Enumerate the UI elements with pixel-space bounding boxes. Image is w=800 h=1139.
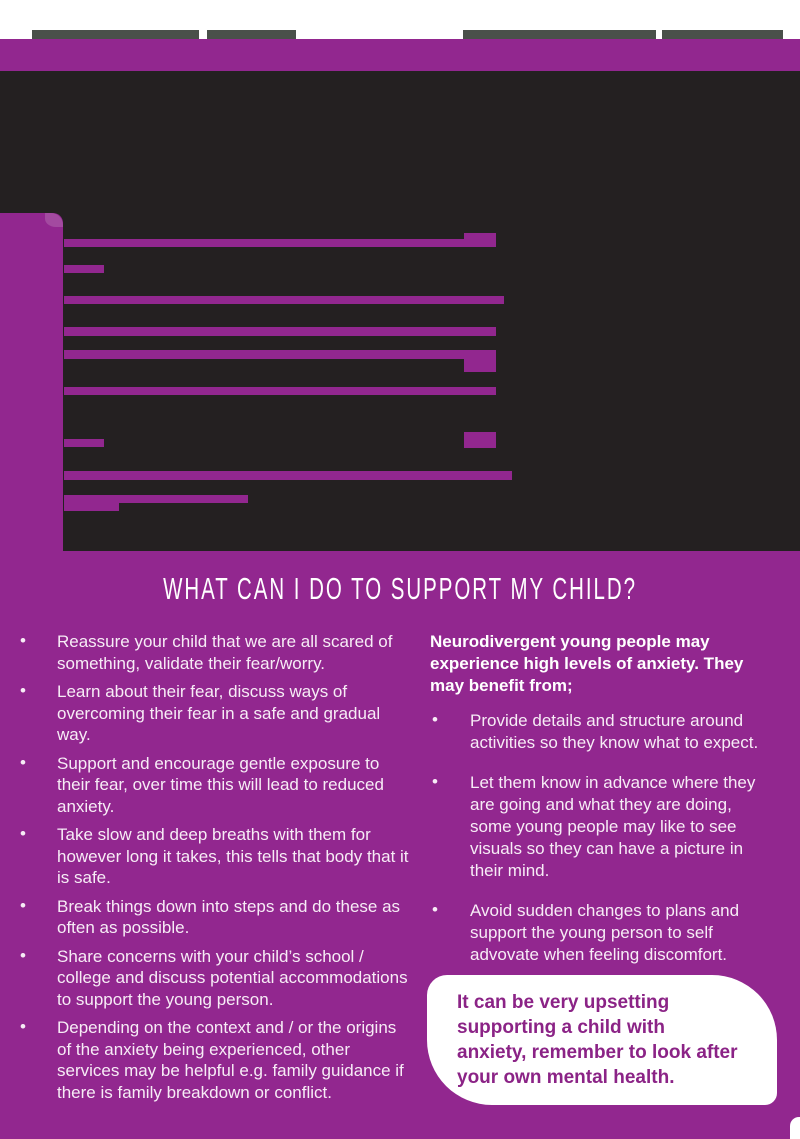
redacted-line bbox=[64, 350, 496, 359]
header-band bbox=[0, 39, 800, 71]
bullet-dot: • bbox=[432, 772, 438, 791]
redacted-line bbox=[64, 495, 248, 503]
bullet-item bbox=[18, 896, 410, 939]
redacted-line bbox=[64, 439, 104, 447]
bullet-item bbox=[18, 824, 410, 889]
callout-text: It can be very upsetting supporting a child with anxiety, remember to look after your own mental health. bbox=[457, 992, 738, 1088]
section-title bbox=[0, 571, 800, 607]
page-corner-element bbox=[790, 1117, 800, 1139]
bullet-text: Depending on the context and / or the origins of the anxiety being experienced, other services may be helpful e.g. family guidance if there is family breakdown or conflict. bbox=[57, 1018, 404, 1102]
bullet-dot: • bbox=[432, 900, 438, 919]
bullet-dot: • bbox=[20, 631, 26, 650]
left-margin-block bbox=[0, 213, 63, 551]
redacted-content-panel bbox=[0, 71, 800, 551]
redacted-line bbox=[464, 359, 496, 372]
bullet-text: Break things down into steps and do these as often as possible. bbox=[57, 896, 401, 937]
bullet-text: Learn about their fear, discuss ways of overcoming their fear in a safe and gradual way. bbox=[57, 682, 381, 744]
redacted-line bbox=[64, 387, 496, 395]
redacted-line bbox=[64, 327, 496, 336]
redacted-line bbox=[64, 471, 512, 480]
bullet-text: Avoid sudden changes to plans and support the young person to self advovate when feeling discomfort. bbox=[470, 901, 740, 964]
redacted-line bbox=[64, 239, 496, 247]
bullet-text: Reassure your child that we are all scared of something, validate their fear/worry. bbox=[57, 632, 393, 673]
bullet-text: Let them know in advance where they are going and what they are doing, some young people may like to see visuals so they can have a picture in their mind. bbox=[470, 773, 756, 880]
neurodivergent-intro: Neurodivergent young people may experience high levels of anxiety. They may benefit from; bbox=[430, 632, 744, 695]
bullet-item bbox=[18, 1017, 410, 1103]
tab-shape bbox=[463, 30, 656, 39]
tab-shape bbox=[207, 30, 296, 39]
bullet-item bbox=[430, 772, 778, 882]
right-bullet-list bbox=[430, 710, 778, 966]
bullet-dot: • bbox=[20, 752, 26, 772]
bullet-text: Provide details and structure around activities so they know what to expect. bbox=[470, 711, 759, 752]
selfcare-callout bbox=[427, 975, 777, 1105]
bullet-dot: • bbox=[432, 710, 438, 729]
redacted-line bbox=[64, 503, 119, 511]
bullet-dot: • bbox=[20, 895, 26, 915]
bullet-text: Support and encourage gentle exposure to their fear, over time this will lead to reduced anxiety. bbox=[57, 753, 384, 816]
bullet-dot: • bbox=[20, 824, 26, 843]
section-title-text: WHAT CAN I DO TO SUPPORT MY CHILD? bbox=[163, 571, 637, 606]
bullet-text: Take slow and deep breaths with them for however long it takes, this tells that body that it is safe. bbox=[57, 825, 409, 887]
bullet-item bbox=[18, 946, 410, 1011]
support-section bbox=[0, 551, 800, 1139]
tab-shape bbox=[32, 30, 199, 39]
bullet-item bbox=[18, 631, 410, 674]
redacted-line bbox=[464, 432, 496, 448]
redacted-line bbox=[64, 265, 104, 273]
bullet-dot: • bbox=[20, 945, 26, 965]
redacted-line bbox=[64, 296, 504, 304]
bullet-item bbox=[430, 900, 778, 966]
right-column bbox=[430, 631, 778, 984]
tab-shape bbox=[662, 30, 783, 39]
notch-corner-decor bbox=[45, 213, 63, 227]
bullet-dot: • bbox=[20, 1017, 26, 1036]
bullet-item bbox=[18, 681, 410, 746]
bullet-dot: • bbox=[20, 681, 26, 700]
bullet-item bbox=[18, 753, 410, 818]
left-bullet-list bbox=[18, 631, 410, 1110]
bullet-text: Share concerns with your child’s school / college and discuss potential accommodations to support the young person. bbox=[57, 946, 408, 1009]
bullet-item bbox=[430, 710, 778, 754]
